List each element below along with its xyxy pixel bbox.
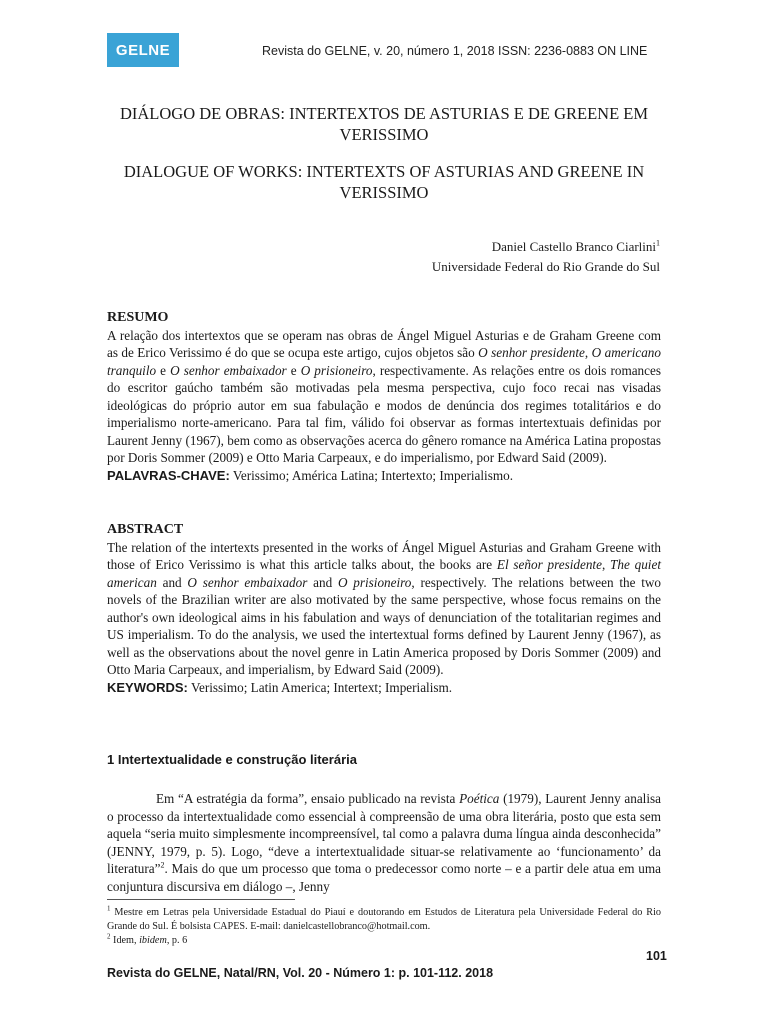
section-1-heading: 1 Intertextualidade e construção literária	[107, 752, 357, 767]
footnote-ref[interactable]: 2	[160, 860, 165, 870]
resumo-text: A relação dos intertextos que se operam nas obras de Ángel Miguel Asturias e de Graham Greene com as de Erico Verissimo é do que se ocupa este artigo, cujos objetos são O senhor presidente, O americano tranquilo e O senhor embaixador e O prisioneiro, respectivamente. As relações entre os dois romances do escritor gaúcho também são motivadas pela mesma perspectiva, cujo foco recai nas visadas ideológicas do próprio autor em sua fabulação e modos de denúncia dos regimes totalitários e do imperialismo norte-americano. Para tal fim, válido foi observar as formas intertextuais definidas por Laurent Jenny (1967), bem como as observações acerca do gênero romance na América Latina propostas por Doris Sommer (2009) e Otto Maria Carpeaux, e do imperialismo, por Edward Said (2009).	[107, 327, 661, 465]
resumo-heading: RESUMO	[107, 310, 169, 325]
resumo-section	[107, 309, 661, 484]
footnote-2: $^2$ Idem, ibidem, p. 6	[107, 932, 188, 946]
abstract-text: The relation of the intertexts presented in the works of Ángel Miguel Asturias and Graham Greene with those of Erico Verissimo is what this article talks about, the books are El señor presidente, The quiet american and O senhor embaixador and O prisioneiro, respectively. The relations between the two novels of the Brazilian writer are also motivated by the same perspective, whose focus remains on the author's own ideological aims in his fabulation and ways of denunciation of the totalitarian regimes and US imperialism. To do the analysis, we used the intertextual forms defined by Laurent Jenny (1967), as well as the observations about the novel genre in Latin America proposed by Doris Sommer (2009) and Otto Maria Carpeaux, and imperialism, by Edward Said (2009).	[107, 539, 661, 677]
journal-logo	[107, 33, 179, 67]
author-affiliation: Universidade Federal do Rio Grande do Sul	[431, 259, 660, 274]
abstract-section	[107, 521, 661, 696]
abstract-keywords: KEYWORDS: Verissimo; Latin America; Intertext; Imperialism.	[107, 679, 453, 695]
title-portuguese: DIÁLOGO DE OBRAS: INTERTEXTOS DE ASTURIAS E DE GREENE EM VERISSIMO	[119, 104, 649, 144]
author-name: Daniel Castello Branco Ciarlini$^1$	[491, 238, 660, 254]
footnote-divider	[107, 899, 295, 900]
footer-reference: Revista do GELNE, Natal/RN, Vol. 20 - Número 1: p. 101-112. 2018	[107, 966, 494, 980]
journal-reference: Revista do GELNE, v. 20, número 1, 2018 ISSN: 2236-0883 ON LINE	[262, 44, 648, 58]
footnotes	[107, 906, 661, 948]
footnote-ref[interactable]: 1	[656, 238, 660, 248]
author-block	[432, 237, 660, 277]
title-english: DIALOGUE OF WORKS: INTERTEXTS OF ASTURIAS AND GREENE IN VERISSIMO	[123, 162, 645, 202]
footnote-1: $^1$ Mestre em Letras pela Universidade Estadual do Piauí e doutorando em Estudos de Literatura pela Universidade Federal do Rio Grande do Sul. É bolsista CAPES. E-mail: danielcastellobranco@hotmail.com.	[107, 904, 661, 932]
logo-text: GELNE	[115, 41, 171, 59]
section-1-paragraph: Em “A estratégia da forma”, ensaio publicado na revista Poética (1979), Laurent Jenny analisa o processo da intertextualidade como essencial à compreensão de uma obra literária, posto que esta sem aquela “seria muito simplesmente incompreensível, tal como a palavra duma língua ainda desconhecida” (JENNY, 1979, p. 5). Logo, “deve a intertextualidade situar-se relativamente ao ‘funcionamento’ da literatura”$^2$. Mais do que um processo que toma o predecessor como norte – e a partir dele atua em uma conjuntura discursiva em diálogo –, Jenny	[107, 791, 661, 894]
resumo-keywords: PALAVRAS-CHAVE: Verissimo; América Latina; Intertexto; Imperialismo.	[107, 467, 513, 483]
page-number: 101	[646, 949, 667, 963]
abstract-heading: ABSTRACT	[107, 522, 184, 537]
